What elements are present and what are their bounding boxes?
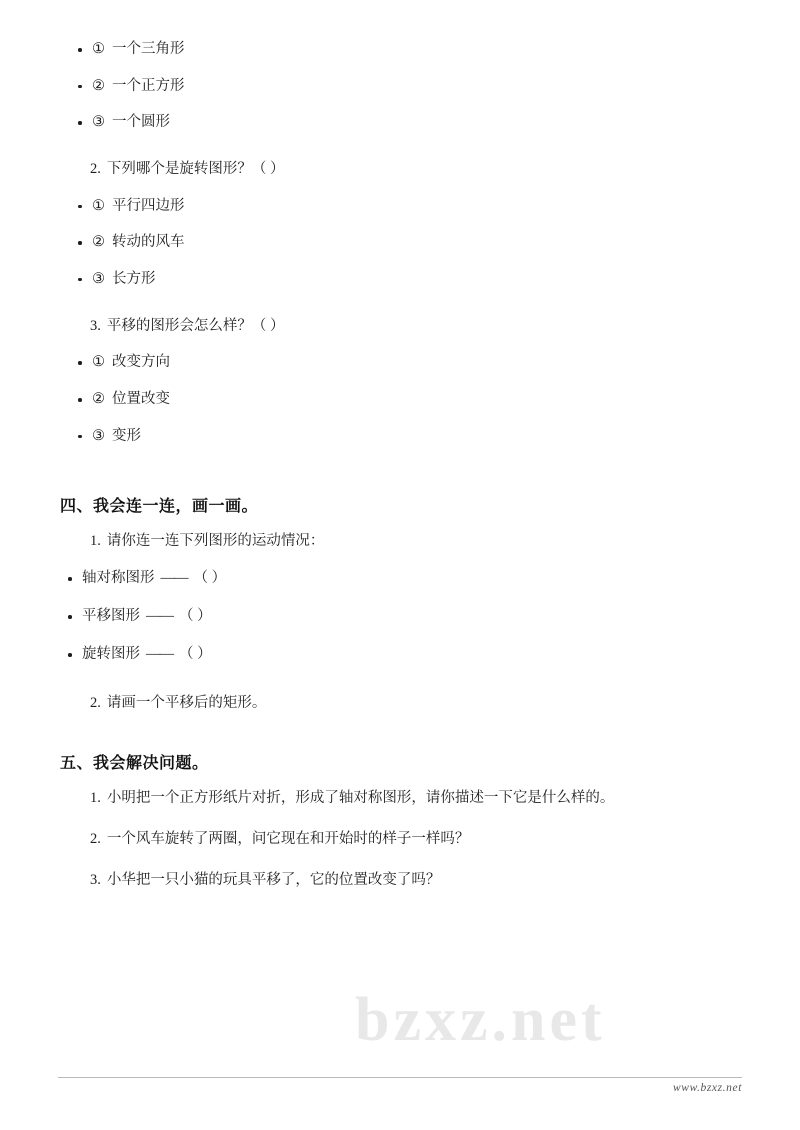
- option-text: 变形: [112, 427, 141, 444]
- watermark: bzxz.net: [355, 986, 606, 1054]
- list-item: [60, 390, 740, 408]
- section4-item-1: [60, 532, 740, 551]
- match-row: [60, 569, 740, 587]
- list-item: [60, 77, 740, 95]
- option-text: 一个正方形: [112, 77, 185, 94]
- question-number: 1.: [90, 533, 101, 550]
- question-text: 请你连一连下列图形的运动情况：: [106, 533, 325, 550]
- option-text: 一个圆形: [112, 114, 170, 131]
- match-blank: （ ）: [179, 608, 212, 625]
- match-row: [60, 607, 740, 625]
- option-marker: ③: [92, 427, 105, 444]
- match-label: 平移图形: [82, 608, 140, 625]
- section4-item-2: [60, 694, 740, 713]
- match-blank: （ ）: [179, 646, 212, 663]
- option-text: 长方形: [112, 270, 156, 287]
- option-marker: ①: [92, 197, 105, 214]
- option-text: 改变方向: [112, 354, 170, 371]
- problem-row: [60, 789, 740, 808]
- question-number: 3.: [90, 317, 101, 334]
- match-label: 旋转图形: [82, 646, 140, 663]
- spacer: [60, 684, 740, 694]
- list-item: [60, 427, 740, 445]
- question-text: 平移的图形会怎么样？（ ）: [106, 317, 285, 334]
- question-2-prompt: [60, 160, 740, 179]
- match-dash: ——: [146, 646, 173, 663]
- option-marker: ③: [92, 270, 105, 287]
- question-3-prompt: [60, 317, 740, 336]
- question-number: 1.: [90, 790, 101, 807]
- option-marker: ①: [92, 41, 105, 57]
- question1-options: [60, 40, 740, 131]
- question2-options: [60, 197, 740, 288]
- question-text: 一个风车旋转了两圈，问它现在和开始时的样子一样吗？: [106, 831, 470, 848]
- section-4-title: 四、我会连一连，画一画。: [60, 498, 259, 516]
- option-marker: ②: [92, 77, 105, 94]
- question-number: 3.: [90, 872, 101, 889]
- spacer: [60, 463, 740, 493]
- option-text: 转动的风车: [112, 234, 185, 251]
- list-item: [60, 113, 740, 131]
- list-item: [60, 270, 740, 288]
- footer-url: www.bzxz.net: [673, 1082, 742, 1094]
- list-item: [60, 233, 740, 251]
- section-5-title: 五、我会解决问题。: [60, 755, 209, 773]
- spacer: [60, 307, 740, 317]
- question-number: 2.: [90, 831, 101, 848]
- list-item: [60, 353, 740, 371]
- spacer: [60, 730, 740, 750]
- problem-row: [60, 830, 740, 849]
- match-blank: （ ）: [193, 570, 227, 587]
- option-marker: ②: [92, 391, 105, 408]
- match-label: 轴对称图形: [82, 570, 155, 587]
- match-dash: ——: [160, 570, 188, 587]
- question-number: 2.: [90, 160, 101, 177]
- footer-divider: [58, 1077, 742, 1078]
- option-text: 位置改变: [112, 391, 170, 408]
- option-text: 一个三角形: [112, 41, 185, 57]
- question-text: 小华把一只小猫的玩具平移了，它的位置改变了吗？: [106, 872, 441, 889]
- question-number: 2.: [90, 694, 101, 711]
- question-text: 请画一个平移后的矩形。: [106, 694, 267, 711]
- option-marker: ②: [92, 234, 105, 251]
- question3-options: [60, 353, 740, 444]
- option-text: 平行四边形: [112, 197, 185, 214]
- list-item: [60, 197, 740, 215]
- option-marker: ①: [92, 354, 105, 371]
- problem-row: [60, 871, 740, 890]
- match-dash: ——: [146, 608, 173, 625]
- list-item: [60, 40, 740, 58]
- spacer: [60, 150, 740, 160]
- question-text: 小明把一个正方形纸片对折，形成了轴对称图形，请你描述一下它是什么样的。: [106, 790, 615, 807]
- match-row: [60, 645, 740, 663]
- option-marker: ③: [92, 114, 105, 131]
- question-text: 下列哪个是旋转图形？（ ）: [106, 160, 285, 177]
